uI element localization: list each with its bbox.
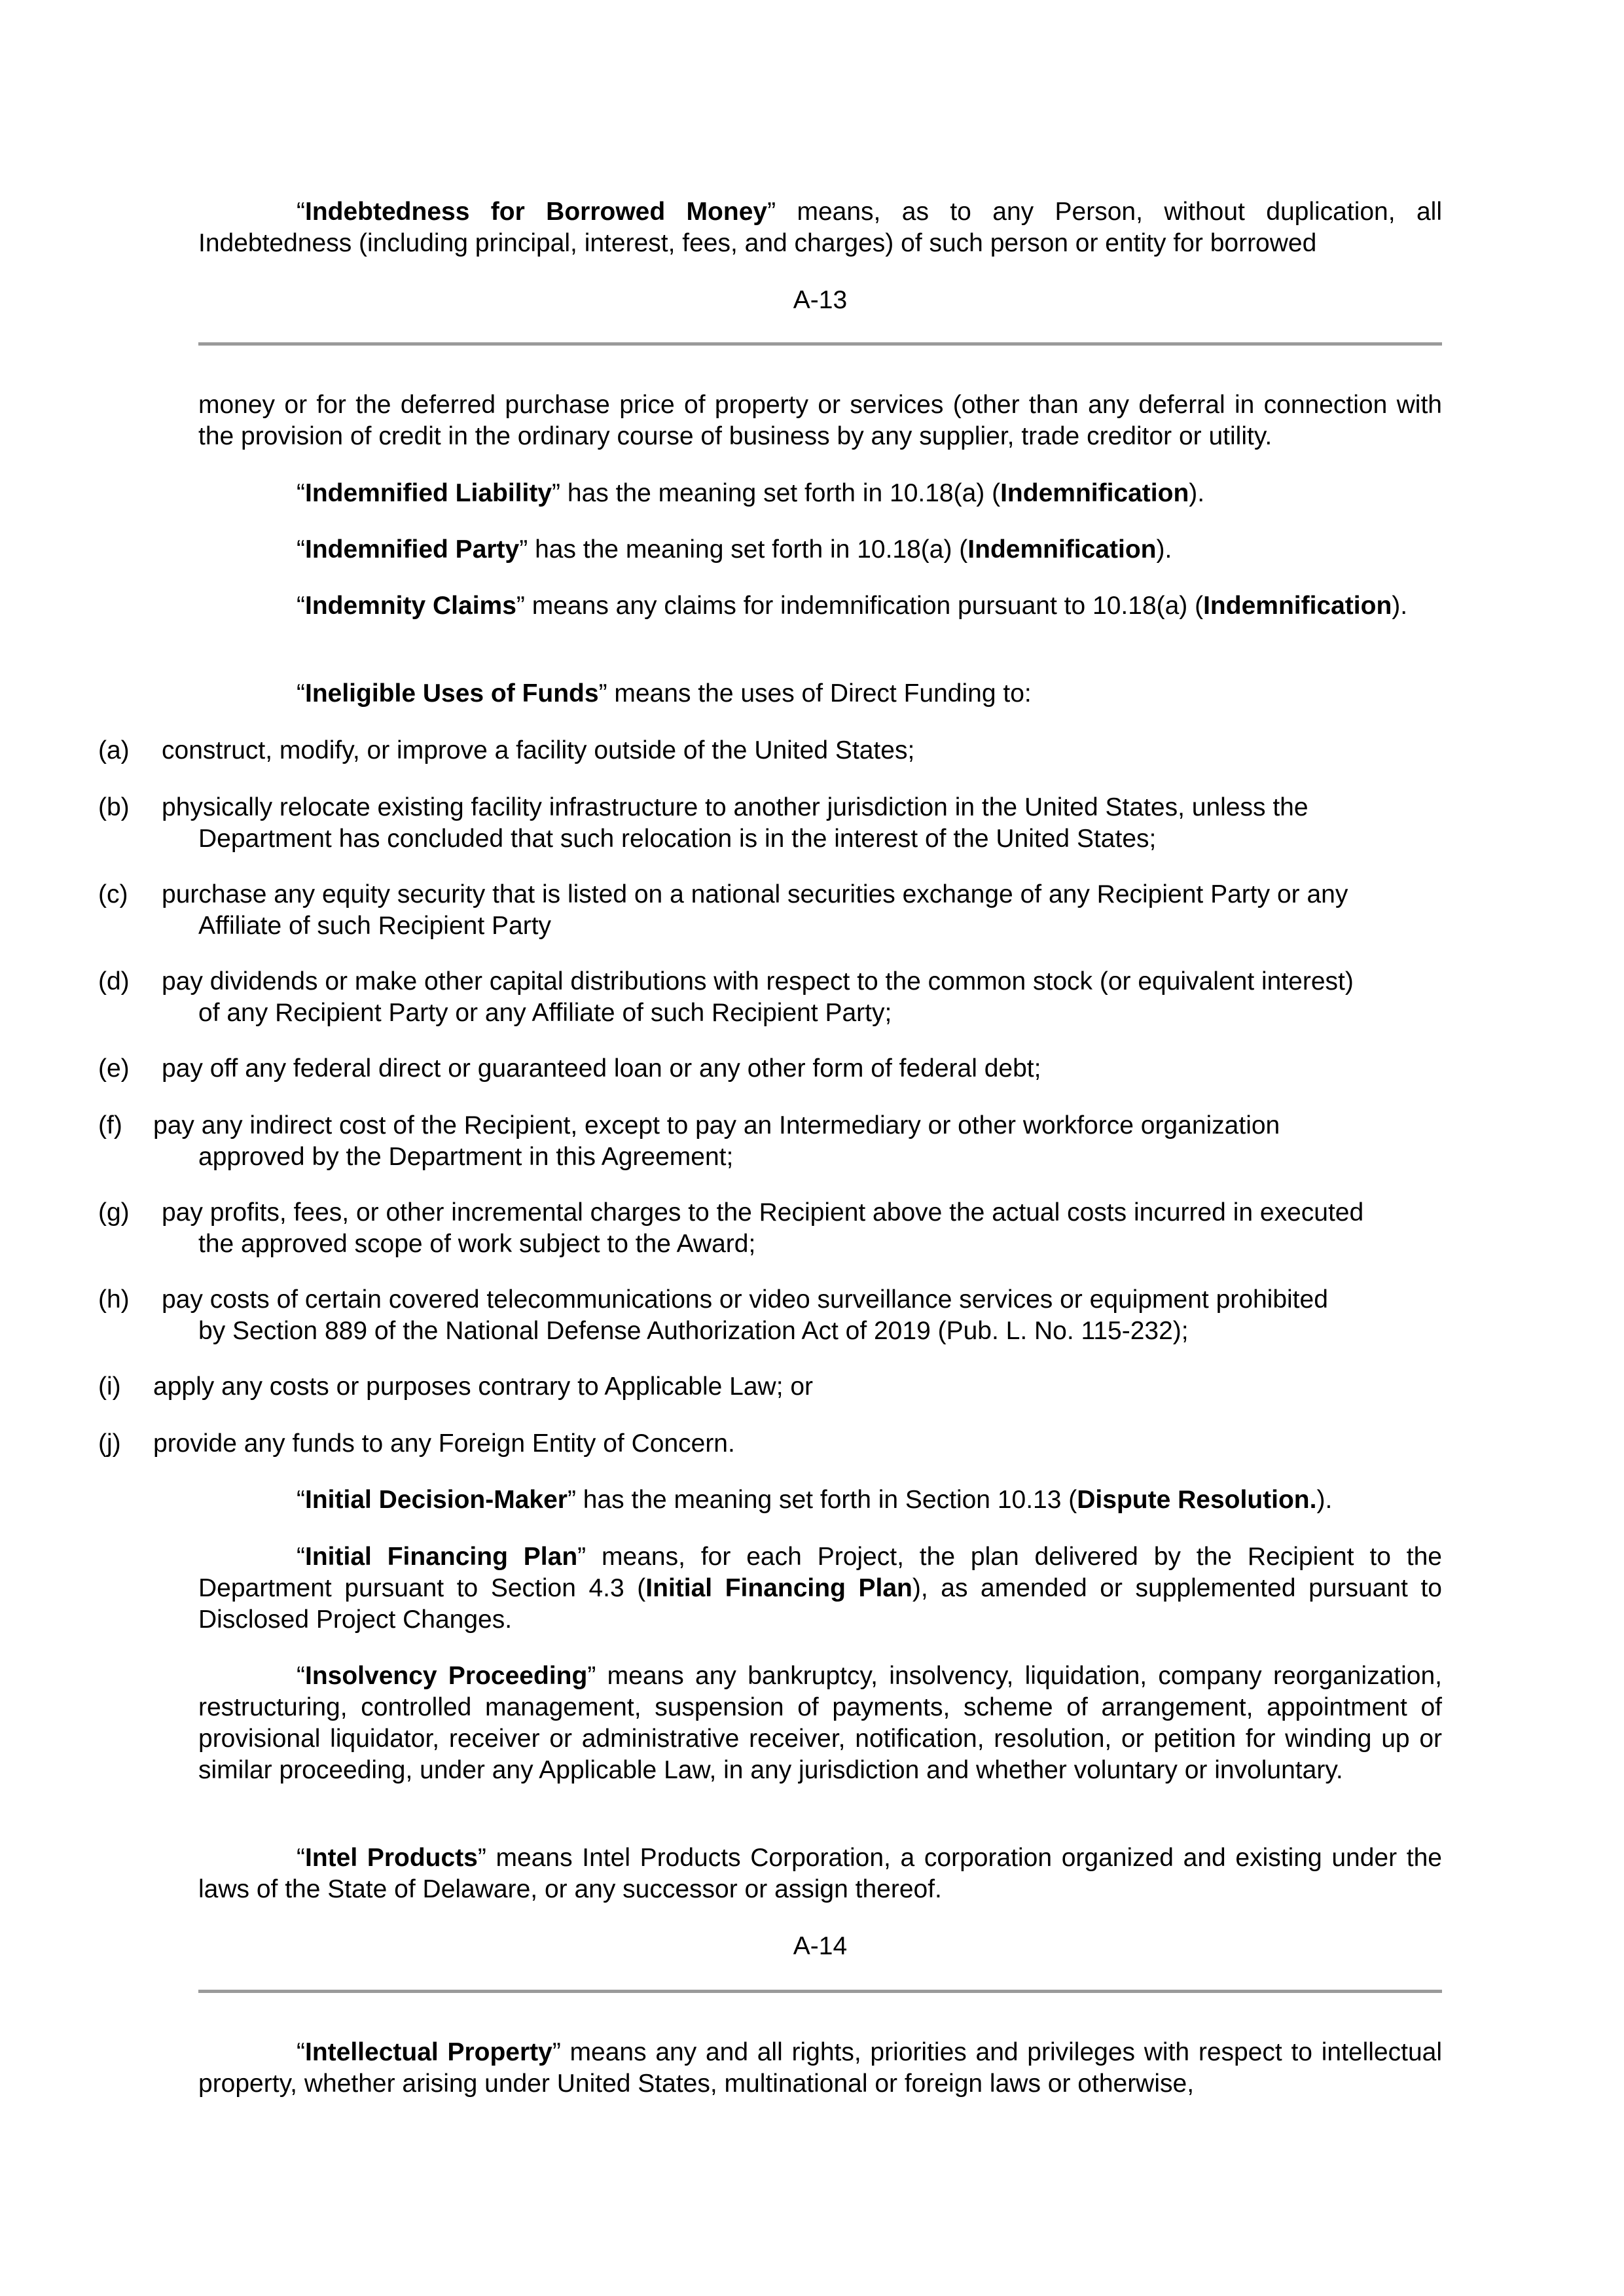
- list-item-label: (g): [98, 1198, 130, 1227]
- definition-text: means the uses of Direct Funding to:: [607, 679, 1032, 708]
- defined-term: Intellectual Property: [305, 2038, 552, 2066]
- list-item-label: (i): [98, 1372, 121, 1401]
- list-item-label: (e): [98, 1054, 130, 1083]
- definition-indemnity-claims: “Indemnity Claims” means any claims for indemnification pursuant to 10.18(a) (Indemnification).: [297, 592, 1408, 620]
- defined-term: Indemnity Claims: [305, 592, 516, 620]
- list-item-text: apply any costs or purposes contrary to Applicable Law; or: [153, 1372, 814, 1401]
- definition-initial-financing-plan: “Initial Financing Plan” means, for each Project, the plan delivered by the Recipient to the Department pursuant to Section 4.3 (Initial Financing Plan), as amended or supplemented pursuant to Disclosed Project Changes.: [198, 1543, 1442, 1634]
- definition-ineligible-uses-of-funds: “Ineligible Uses of Funds” means the uses of Direct Funding to:: [297, 679, 1032, 708]
- definition-text-end: ).: [1392, 592, 1408, 620]
- definition-indemnified-party: “Indemnified Party” has the meaning set forth in 10.18(a) (Indemnification).: [297, 535, 1172, 564]
- section-reference: Initial Financing Plan: [645, 1574, 912, 1602]
- list-item-text: pay dividends or make other capital distributions with respect to the common stock (or equivalent interest): [162, 967, 1354, 996]
- definition-text-end: ), as amended or supplemented pursuant to Disclosed Project Changes.: [198, 1574, 1442, 1634]
- list-item-label: (b): [98, 793, 130, 821]
- list-item: [98, 1053, 1442, 1085]
- section-reference: Indemnification: [1203, 592, 1392, 620]
- list-item: [98, 1110, 1442, 1173]
- definition-text: means, as to any Person, without duplication, all Indebtedness (including principal, interest, fees, and charges) of such person or entity for borrowed: [198, 198, 1442, 257]
- defined-term: Intel Products: [305, 1844, 478, 1872]
- definition-text-end: ).: [1156, 535, 1172, 564]
- defined-term: Indebtedness for Borrowed Money: [305, 198, 768, 226]
- list-item: [98, 966, 1442, 1029]
- definition-text: means any and all rights, priorities and privileges with respect to intellectual property, whether arising under United States, multinational or foreign laws or otherwise,: [198, 2038, 1442, 2098]
- definition-text: has the meaning set forth in Section 10.13 (: [575, 1486, 1077, 1514]
- section-reference: Indemnification: [1000, 479, 1189, 507]
- defined-term: Indemnified Party: [305, 535, 520, 564]
- definition-text: has the meaning set forth in 10.18(a) (: [560, 479, 1001, 507]
- page-break-divider: [198, 1990, 1442, 1993]
- section-reference: Dispute Resolution.: [1077, 1486, 1317, 1514]
- definition-initial-decision-maker: “Initial Decision-Maker” has the meaning set forth in Section 10.13 (Dispute Resolution.).: [297, 1486, 1333, 1514]
- list-item-text-continued: of any Recipient Party or any Affiliate of such Recipient Party;: [198, 999, 892, 1027]
- list-item: [98, 1197, 1442, 1260]
- list-item-text: pay profits, fees, or other incremental charges to the Recipient above the actual costs incurred in executed: [162, 1198, 1364, 1227]
- list-item-text: construct, modify, or improve a facility outside of the United States;: [162, 736, 915, 764]
- list-item-text-continued: the approved scope of work subject to the Award;: [198, 1230, 756, 1258]
- page-number: A-14: [793, 1932, 848, 1960]
- list-item: [98, 792, 1442, 855]
- definition-text: has the meaning set forth in 10.18(a) (: [528, 535, 968, 564]
- list-item: [98, 879, 1442, 942]
- list-item: [98, 1371, 1442, 1403]
- list-item-label: (f): [98, 1111, 122, 1139]
- definition-indebtedness-for-borrowed-money: “Indebtedness for Borrowed Money” means, as to any Person, without duplication, all Indebtedness (including principal, interest, fees, and charges) of such person or entity for borrowed: [198, 198, 1442, 257]
- definition-text: means Intel Products Corporation, a corporation organized and existing under the laws of the State of Delaware, or any successor or assign thereof.: [198, 1844, 1442, 1903]
- defined-term: Insolvency Proceeding: [305, 1662, 588, 1690]
- continuation-paragraph: money or for the deferred purchase price of property or services (other than any deferral in connection with the provision of credit in the ordinary course of business by any supplier, trade creditor or utility.: [198, 391, 1442, 450]
- page-number: A-13: [793, 286, 848, 314]
- definition-indemnified-liability: “Indemnified Liability” has the meaning set forth in 10.18(a) (Indemnification).: [297, 479, 1205, 507]
- definition-text: means any bankruptcy, insolvency, liquidation, company reorganization, restructuring, controlled management, suspension of payments, scheme of arrangement, appointment of provisional liquidator, receiver or administrative receiver, notification, resolution, or petition for winding up or similar proceeding, under any Applicable Law, in any jurisdiction and whether voluntary or involuntary.: [198, 1662, 1442, 1784]
- list-item: [98, 1428, 1442, 1460]
- defined-term: Initial Financing Plan: [305, 1543, 578, 1571]
- list-item-text: provide any funds to any Foreign Entity of Concern.: [153, 1429, 735, 1458]
- list-item-text: physically relocate existing facility infrastructure to another jurisdiction in the United States, unless the: [162, 793, 1308, 821]
- list-item-text: purchase any equity security that is listed on a national securities exchange of any Recipient Party or any: [162, 880, 1348, 908]
- list-item-text-continued: Affiliate of such Recipient Party: [198, 912, 552, 940]
- list-item: [98, 735, 1442, 766]
- list-item-text: pay costs of certain covered telecommunications or video surveillance services or equipment prohibited: [162, 1285, 1328, 1314]
- list-item-label: (h): [98, 1285, 130, 1314]
- definition-insolvency-proceeding: “Insolvency Proceeding” means any bankruptcy, insolvency, liquidation, company reorganization, restructuring, controlled management, suspension of payments, scheme of arrangement, appointment of provisional liquidator, receiver or administrative receiver, notification, resolution, or petition for winding up or similar proceeding, under any Applicable Law, in any jurisdiction and whether voluntary or involuntary.: [198, 1662, 1442, 1784]
- list-item-label: (c): [98, 880, 128, 908]
- definition-text: means, for each Project, the plan delivered by the Recipient to the Department pursuant to Section 4.3 (: [198, 1543, 1442, 1602]
- list-item-label: (a): [98, 736, 130, 764]
- definition-text-end: ).: [1316, 1486, 1333, 1514]
- definition-text-end: ).: [1189, 479, 1205, 507]
- section-reference: Indemnification: [967, 535, 1157, 564]
- page-break-divider: [198, 342, 1442, 346]
- list-item-label: (j): [98, 1429, 121, 1458]
- list-item-text-continued: Department has concluded that such relocation is in the interest of the United States;: [198, 825, 1157, 853]
- list-item-label: (d): [98, 967, 130, 996]
- definition-text: means any claims for indemnification pursuant to 10.18(a) (: [524, 592, 1204, 620]
- definition-intellectual-property: “Intellectual Property” means any and all rights, priorities and privileges with respect to intellectual property, whether arising under United States, multinational or foreign laws or otherwise,: [198, 2038, 1442, 2098]
- defined-term: Ineligible Uses of Funds: [305, 679, 599, 708]
- defined-term: Indemnified Liability: [305, 479, 552, 507]
- list-item: [98, 1284, 1442, 1347]
- list-item-text-continued: approved by the Department in this Agreement;: [198, 1143, 734, 1171]
- list-item-text: pay any indirect cost of the Recipient, except to pay an Intermediary or other workforce organization: [153, 1111, 1280, 1139]
- list-item-text-continued: by Section 889 of the National Defense Authorization Act of 2019 (Pub. L. No. 115-232);: [198, 1317, 1189, 1345]
- list-item-text: pay off any federal direct or guaranteed loan or any other form of federal debt;: [162, 1054, 1041, 1083]
- defined-term: Initial Decision-Maker: [305, 1486, 568, 1514]
- definition-intel-products: “Intel Products” means Intel Products Corporation, a corporation organized and existing under the laws of the State of Delaware, or any successor or assign thereof.: [198, 1844, 1442, 1903]
